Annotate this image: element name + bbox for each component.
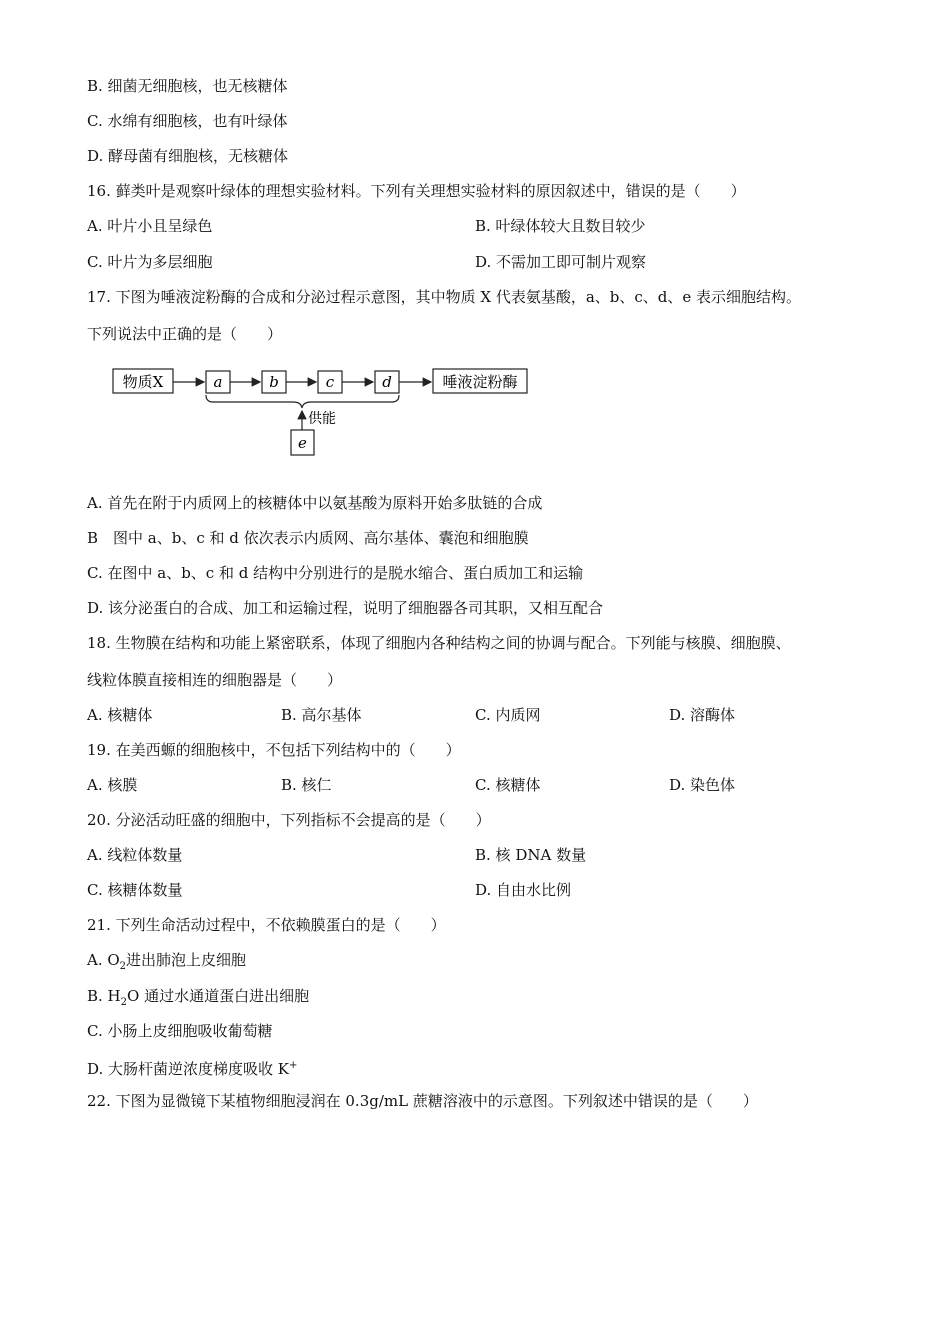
q19-stem: 19. 在美西螈的细胞核中，不包括下列结构中的（ ） xyxy=(87,741,461,759)
label-c: c xyxy=(325,373,335,391)
q16-option-d: D. 不需加工即可制片观察 xyxy=(475,253,647,271)
q17-option-d: D. 该分泌蛋白的合成、加工和运输过程，说明了细胞器各司其职，又相互配合 xyxy=(87,599,604,617)
q16-stem: 16. 藓类叶是观察叶绿体的理想实验材料。下列有关理想实验材料的原因叙述中，错误的是（ ） xyxy=(87,182,746,200)
secretion-process-diagram xyxy=(110,365,530,460)
q15-option-c: C. 水绵有细胞核，也有叶绿体 xyxy=(87,112,288,130)
q22-stem: 22. 下图为显微镜下某植物细胞浸润在 0.3g/mL 蔗糖溶液中的示意图。下列叙述中错误的是（ ） xyxy=(87,1092,758,1110)
q19-option-a: A. 核膜 xyxy=(87,776,138,794)
q18-stem-line1: 18. 生物膜在结构和功能上紧密联系，体现了细胞内各种结构之间的协调与配合。下列能与核膜、细胞膜、 xyxy=(87,634,791,652)
q21-option-d: D. 大肠杆菌逆浓度梯度吸收 K+ xyxy=(87,1060,298,1078)
label-b: b xyxy=(269,373,279,391)
label-substance-x: 物质X xyxy=(122,373,164,391)
q20-option-b: B. 核 DNA 数量 xyxy=(475,846,587,864)
q15-option-b: B. 细菌无细胞核，也无核糖体 xyxy=(87,77,288,95)
q16-option-b: B. 叶绿体较大且数目较少 xyxy=(475,217,646,235)
q21-option-b: B. $H_2O$ 通过水通道蛋白进出细胞 xyxy=(87,987,310,1008)
q17-stem-line2: 下列说法中正确的是（ ） xyxy=(87,325,283,343)
q19-option-c: C. 核糖体 xyxy=(475,776,541,794)
q16-option-a: A. 叶片小且呈绿色 xyxy=(87,217,213,235)
q15-option-d: D. 酵母菌有细胞核，无核糖体 xyxy=(87,147,289,165)
q18-option-b: B. 高尔基体 xyxy=(281,706,362,724)
label-a: a xyxy=(213,373,223,391)
q17-option-b: B 图中 a、b、c 和 d 依次表示内质网、高尔基体、囊泡和细胞膜 xyxy=(87,529,529,547)
q16-option-c: C. 叶片为多层细胞 xyxy=(87,253,213,271)
q18-option-a: A. 核糖体 xyxy=(87,706,153,724)
q19-option-d: D. 染色体 xyxy=(669,776,736,794)
q18-stem-line2: 线粒体膜直接相连的细胞器是（ ） xyxy=(87,671,343,689)
q21-option-c: C. 小肠上皮细胞吸收葡萄糖 xyxy=(87,1022,273,1040)
q20-option-a: A. 线粒体数量 xyxy=(87,846,183,864)
q19-option-b: B. 核仁 xyxy=(281,776,332,794)
label-energy: 供能 xyxy=(308,411,336,427)
q21-option-a: A. $O_2$进出肺泡上皮细胞 xyxy=(87,951,247,972)
q17-option-a: A. 首先在附于内质网上的核糖体中以氨基酸为原料开始多肽链的合成 xyxy=(87,494,543,512)
q20-option-c: C. 核糖体数量 xyxy=(87,881,183,899)
label-e: e xyxy=(298,434,307,452)
q20-stem: 20. 分泌活动旺盛的细胞中，下列指标不会提高的是（ ） xyxy=(87,811,491,829)
q17-option-c: C. 在图中 a、b、c 和 d 结构中分别进行的是脱水缩合、蛋白质加工和运输 xyxy=(87,564,584,582)
q18-option-c: C. 内质网 xyxy=(475,706,541,724)
q20-option-d: D. 自由水比例 xyxy=(475,881,572,899)
label-amylase: 唾液淀粉酶 xyxy=(442,373,518,391)
brace xyxy=(206,395,399,408)
label-d: d xyxy=(382,373,392,391)
q17-stem-line1: 17. 下图为唾液淀粉酶的合成和分泌过程示意图，其中物质 X 代表氨基酸，a、b、c、d、e 表示细胞结构。 xyxy=(87,288,802,306)
q21-stem: 21. 下列生命活动过程中，不依赖膜蛋白的是（ ） xyxy=(87,916,446,934)
q18-option-d: D. 溶酶体 xyxy=(669,706,736,724)
